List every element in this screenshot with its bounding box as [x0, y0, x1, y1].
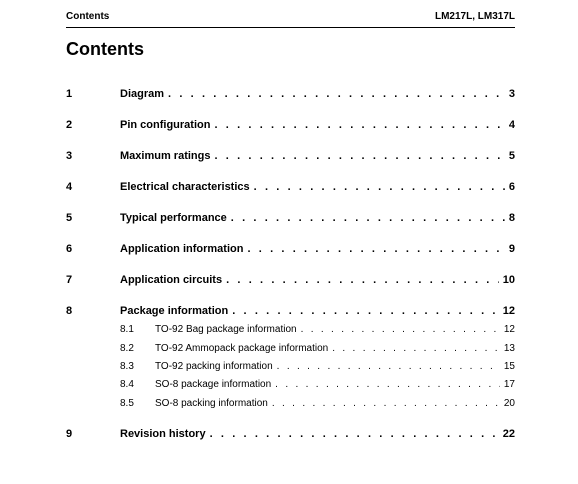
page-title: Contents [66, 39, 144, 59]
dot-leader [210, 428, 499, 440]
toc-entry-page: 10 [502, 274, 515, 286]
toc-entry-1[interactable] [66, 88, 515, 104]
toc-entry-7[interactable] [66, 274, 515, 290]
toc-entry-label: Electrical characteristics [120, 181, 250, 193]
toc-entry-number: 3 [66, 150, 73, 162]
dot-leader [275, 379, 500, 390]
toc-entry-label: Revision history [120, 428, 206, 440]
toc-subentry-8-2[interactable] [120, 343, 515, 357]
toc-entry-label: Pin configuration [120, 119, 211, 131]
toc-entry-page: 22 [502, 428, 515, 440]
toc-entry-6[interactable] [66, 243, 515, 259]
header-rule [66, 27, 515, 28]
toc-subentry-8-4[interactable] [120, 379, 515, 393]
toc-entry-page: 8 [508, 212, 515, 224]
toc-subentry-8-1[interactable] [120, 324, 515, 338]
toc-entry-label: Application information [120, 243, 244, 255]
toc-subentry-page: 13 [503, 343, 515, 354]
toc-subentry-label: SO-8 package information [155, 379, 272, 390]
toc-entry-number: 5 [66, 212, 73, 224]
toc-entry-label: Package information [120, 305, 229, 317]
dot-leader [214, 150, 504, 162]
toc-subentry-label: TO-92 Ammopack package information [155, 343, 329, 354]
toc-subentry-label: TO-92 Bag package information [155, 324, 297, 335]
dot-leader [231, 212, 505, 224]
toc-entry-number: 9 [66, 428, 73, 440]
toc-entry-page: 9 [508, 243, 515, 255]
toc-entry-number: 6 [66, 243, 73, 255]
toc-subentry-number: 8.3 [120, 361, 134, 372]
toc-entry-number: 7 [66, 274, 73, 286]
page-header-right: LM217L, LM317L [434, 11, 515, 22]
toc-entry-number: 8 [66, 305, 73, 317]
toc-subentry-label: SO-8 packing information [155, 398, 268, 409]
toc-entry-page: 6 [508, 181, 515, 193]
page-header-left: Contents [66, 11, 110, 22]
toc-subentry-page: 15 [503, 361, 515, 372]
toc-entry-label: Typical performance [120, 212, 227, 224]
toc-entry-8[interactable] [66, 305, 515, 321]
toc-subentry-number: 8.5 [120, 398, 134, 409]
toc-subentry-8-5[interactable] [120, 398, 515, 412]
dot-leader [272, 398, 500, 409]
toc-entry-9[interactable] [66, 428, 515, 444]
toc-entry-number: 1 [66, 88, 73, 100]
toc-subentry-page: 20 [503, 398, 515, 409]
toc-entry-page: 4 [508, 119, 515, 131]
toc-entry-label: Application circuits [120, 274, 223, 286]
toc-entry-label: Maximum ratings [120, 150, 211, 162]
dot-leader [226, 274, 499, 286]
toc-subentry-number: 8.1 [120, 324, 134, 335]
toc-subentry-label: TO-92 packing information [155, 361, 273, 372]
dot-leader [214, 119, 504, 131]
toc-entry-3[interactable] [66, 150, 515, 166]
dot-leader [277, 361, 500, 372]
toc-entry-number: 4 [66, 181, 73, 193]
dot-leader [332, 343, 500, 354]
toc-entry-5[interactable] [66, 212, 515, 228]
toc-subentry-number: 8.2 [120, 343, 134, 354]
toc-entry-2[interactable] [66, 119, 515, 135]
toc-entry-page: 12 [502, 305, 515, 317]
dot-leader [168, 88, 505, 100]
dot-leader [254, 181, 505, 193]
toc-subentry-8-3[interactable] [120, 361, 515, 375]
toc-entry-page: 5 [508, 150, 515, 162]
toc-subentry-number: 8.4 [120, 379, 134, 390]
dot-leader [232, 305, 499, 317]
toc-entry-4[interactable] [66, 181, 515, 197]
toc-subentry-page: 17 [503, 379, 515, 390]
toc-subentry-page: 12 [503, 324, 515, 335]
dot-leader [301, 324, 500, 335]
toc-entry-label: Diagram [120, 88, 165, 100]
toc-entry-number: 2 [66, 119, 73, 131]
toc-entry-page: 3 [508, 88, 515, 100]
dot-leader [247, 243, 504, 255]
